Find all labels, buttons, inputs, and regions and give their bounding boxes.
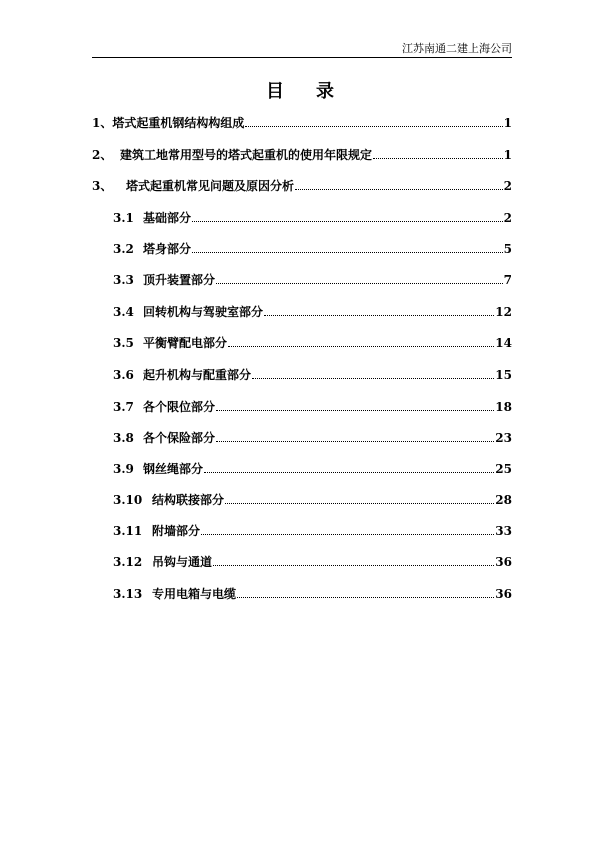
toc-entry-text: 平衡臂配电部分 bbox=[143, 336, 228, 350]
toc-entry-3-10[interactable] bbox=[113, 489, 512, 507]
dot-leader bbox=[216, 441, 494, 442]
toc-entry-text: 专用电箱与电缆 bbox=[152, 587, 237, 601]
toc-entry-3-3[interactable] bbox=[113, 269, 512, 287]
toc-entry-text: 吊钩与通道 bbox=[152, 555, 213, 569]
toc-entry-text: 起升机构与配重部分 bbox=[143, 368, 252, 382]
dot-leader bbox=[192, 221, 503, 222]
toc-entry-text: 各个限位部分 bbox=[143, 400, 216, 414]
dot-leader bbox=[373, 158, 503, 159]
toc-entry-number: 3.3 bbox=[113, 273, 134, 287]
toc-entry-text: 塔身部分 bbox=[143, 242, 192, 256]
toc-entry-number: 3.1 bbox=[113, 211, 134, 225]
toc-entry-text: 建筑工地常用型号的塔式起重机的使用年限规定 bbox=[120, 148, 373, 162]
toc-entry-3-5[interactable] bbox=[113, 332, 512, 350]
toc-entry-page: 15 bbox=[495, 368, 512, 382]
toc-entry-number: 3、 bbox=[92, 179, 113, 193]
dot-leader bbox=[225, 503, 494, 504]
toc-entry-text: 结构联接部分 bbox=[152, 493, 225, 507]
toc-entry-text: 附墙部分 bbox=[152, 524, 201, 538]
toc-entry-3-9[interactable] bbox=[113, 458, 512, 476]
toc-entry-text: 塔式起重机钢结构构组成 bbox=[112, 116, 245, 130]
toc-entry-number: 3.8 bbox=[113, 431, 134, 445]
toc-entry-page: 18 bbox=[495, 400, 512, 414]
toc-entry-3-11[interactable] bbox=[113, 520, 512, 538]
toc-entry-page: 33 bbox=[495, 524, 512, 538]
toc-entry-number: 3.13 bbox=[113, 587, 143, 601]
toc-entry-text: 钢丝绳部分 bbox=[143, 462, 204, 476]
dot-leader bbox=[245, 126, 502, 127]
toc-entry-number: 3.2 bbox=[113, 242, 134, 256]
toc-entry-page: 2 bbox=[503, 211, 512, 225]
dot-leader bbox=[237, 597, 494, 598]
toc-entry-3-12[interactable] bbox=[113, 551, 512, 569]
toc-entry-number: 3.5 bbox=[113, 336, 134, 350]
toc-entry-1[interactable] bbox=[92, 112, 512, 130]
dot-leader bbox=[192, 252, 503, 253]
toc-entry-text: 基础部分 bbox=[143, 211, 192, 225]
dot-leader bbox=[213, 565, 494, 566]
dot-leader bbox=[295, 189, 503, 190]
toc-entry-3-2[interactable] bbox=[113, 238, 512, 256]
toc-entry-number: 3.4 bbox=[113, 305, 134, 319]
toc-entry-page: 36 bbox=[495, 555, 512, 569]
toc-entry-page: 12 bbox=[495, 305, 512, 319]
toc-entry-text: 塔式起重机常见问题及原因分析 bbox=[126, 179, 295, 193]
dot-leader bbox=[204, 472, 494, 473]
toc-entry-page: 7 bbox=[503, 273, 512, 287]
toc-entry-text: 各个保险部分 bbox=[143, 431, 216, 445]
dot-leader bbox=[216, 283, 503, 284]
toc-entry-3-4[interactable] bbox=[113, 301, 512, 319]
toc-entry-page: 14 bbox=[495, 336, 512, 350]
toc-entry-page: 23 bbox=[495, 431, 512, 445]
dot-leader bbox=[264, 315, 494, 316]
page-header: 江苏南通二建上海公司 bbox=[402, 42, 512, 55]
toc-entry-page: 1 bbox=[503, 116, 512, 130]
toc-entry-page: 28 bbox=[495, 493, 512, 507]
dot-leader bbox=[201, 534, 494, 535]
toc-entry-number: 1、 bbox=[92, 116, 113, 130]
toc-entry-3-13[interactable] bbox=[113, 583, 512, 601]
toc-entry-text: 顶升装置部分 bbox=[143, 273, 216, 287]
toc-entry-page: 1 bbox=[503, 148, 512, 162]
toc-entry-3-1[interactable] bbox=[113, 207, 512, 225]
toc-title: 目录 bbox=[266, 81, 366, 102]
toc-entry-page: 2 bbox=[503, 179, 512, 193]
toc-entry-page: 5 bbox=[503, 242, 512, 256]
toc-entry-3-6[interactable] bbox=[113, 364, 512, 382]
toc-entry-number: 2、 bbox=[92, 148, 113, 162]
toc-entry-3-7[interactable] bbox=[113, 396, 512, 414]
toc-entry-page: 36 bbox=[495, 587, 512, 601]
toc-entry-number: 3.7 bbox=[113, 400, 134, 414]
toc-entry-page: 25 bbox=[495, 462, 512, 476]
toc-entry-3[interactable] bbox=[92, 175, 512, 193]
toc-entry-number: 3.10 bbox=[113, 493, 143, 507]
toc-entry-number: 3.12 bbox=[113, 555, 143, 569]
dot-leader bbox=[228, 346, 494, 347]
toc-entry-2[interactable] bbox=[92, 144, 512, 162]
toc-entry-text: 回转机构与驾驶室部分 bbox=[143, 305, 264, 319]
dot-leader bbox=[216, 410, 494, 411]
toc-entry-3-8[interactable] bbox=[113, 427, 512, 445]
header-divider bbox=[92, 57, 512, 58]
toc-entry-number: 3.9 bbox=[113, 462, 134, 476]
toc-entry-number: 3.11 bbox=[113, 524, 143, 538]
dot-leader bbox=[252, 378, 494, 379]
toc-entry-number: 3.6 bbox=[113, 368, 134, 382]
